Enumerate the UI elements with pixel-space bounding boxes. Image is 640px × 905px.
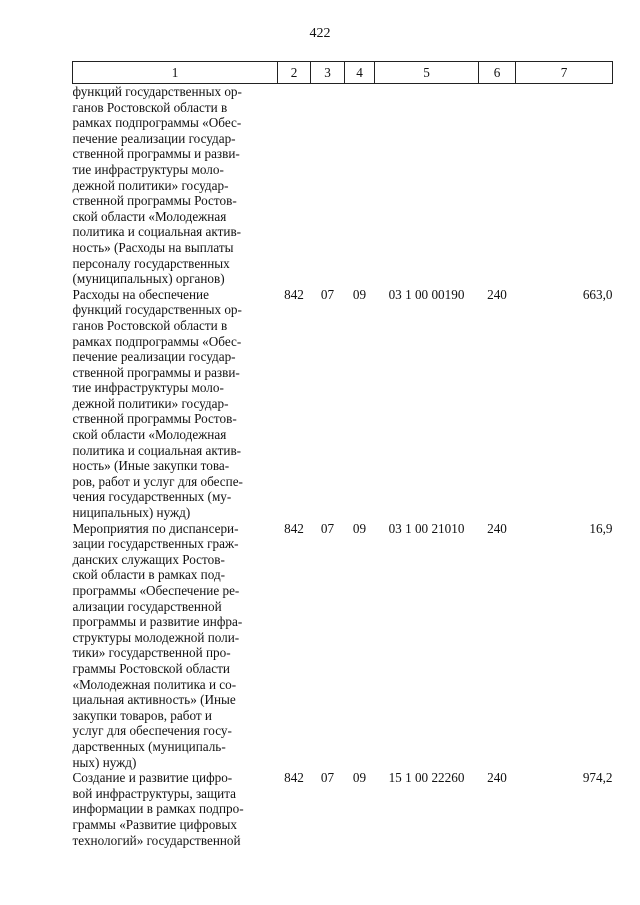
table-row: [73, 84, 613, 287]
page-number: 422: [309, 26, 331, 41]
section-code: 07: [320, 520, 335, 536]
table-row: [73, 287, 613, 521]
column-header: 5: [375, 62, 479, 84]
subsection-code: 09: [352, 520, 367, 536]
expense-type-code: 240: [487, 286, 507, 302]
budget-table: [72, 61, 613, 848]
column-header: 1: [73, 62, 278, 84]
expense-type-code: 240: [487, 520, 507, 536]
column-header: 7: [516, 62, 613, 84]
ministry-code: 842: [284, 770, 304, 786]
section-code: 07: [320, 286, 335, 302]
table-row: [73, 770, 613, 848]
ministry-code: [278, 84, 311, 287]
subsection-code: 09: [352, 770, 367, 786]
section-code: [311, 84, 345, 287]
subsection-code: [345, 84, 375, 287]
amount-value: 16,9: [589, 520, 613, 536]
target-article-code: 15 1 00 22260: [388, 770, 465, 786]
target-article-code: [375, 84, 479, 287]
expense-type-code: 240: [487, 770, 507, 786]
section-code: 07: [320, 770, 335, 786]
target-article-code: 03 1 00 00190: [388, 286, 465, 302]
row-description: Расходы на обеспечение функций государственных ор- ганов Ростовской области в рамках подпрограммы «Обес- печение реализации государ- ственной программы и разви- тие инфраструктуры моло- дежной политики» государ- ственной программы Ростов- ской области «Молодежная политика и социальная актив- ность» (Иные закупки това- ров, работ и услуг для обеспе- чения государственных (му- ниципальных) нужд): [72, 286, 243, 521]
ministry-code: 842: [284, 286, 304, 302]
ministry-code: 842: [284, 520, 304, 536]
amount-value: 974,2: [582, 770, 613, 786]
row-description: Мероприятия по диспансери- зации государственных граж- данских служащих Ростов- ской области в рамках под- программы «Обеспечение ре- ализации государственной программы и развитие инфра- структуры молодежной поли- тики» государственной про- граммы Ростовской области «Молодежная политика и со- циальная активность» (Иные закупки товаров, работ и услуг для обеспечения госу- дарственных (муниципаль- ных) нужд): [72, 520, 243, 770]
expense-type-code: [479, 84, 516, 287]
column-header: 4: [345, 62, 375, 84]
column-header: 2: [278, 62, 311, 84]
target-article-code: 03 1 00 21010: [388, 520, 465, 536]
subsection-code: 09: [352, 286, 367, 302]
table-row: [73, 521, 613, 771]
column-header: 3: [311, 62, 345, 84]
header-row: [73, 62, 613, 84]
amount-value: 663,0: [582, 286, 613, 302]
row-description: Создание и развитие цифро- вой инфраструктуры, защита информации в рамках подпро- граммы «Развитие цифровых технологий» государственной: [72, 770, 244, 848]
column-header: 6: [479, 62, 516, 84]
row-description: функций государственных ор- ганов Ростовской области в рамках подпрограммы «Обес- печение реализации государ- ственной программы и разви- тие инфраструктуры моло- дежной политики» государ- ственной программы Ростов- ской области «Молодежная политика и социальная актив- ность» (Расходы на выплаты персоналу государственных (муниципальных) органов): [72, 84, 242, 287]
amount-value: [516, 84, 613, 287]
